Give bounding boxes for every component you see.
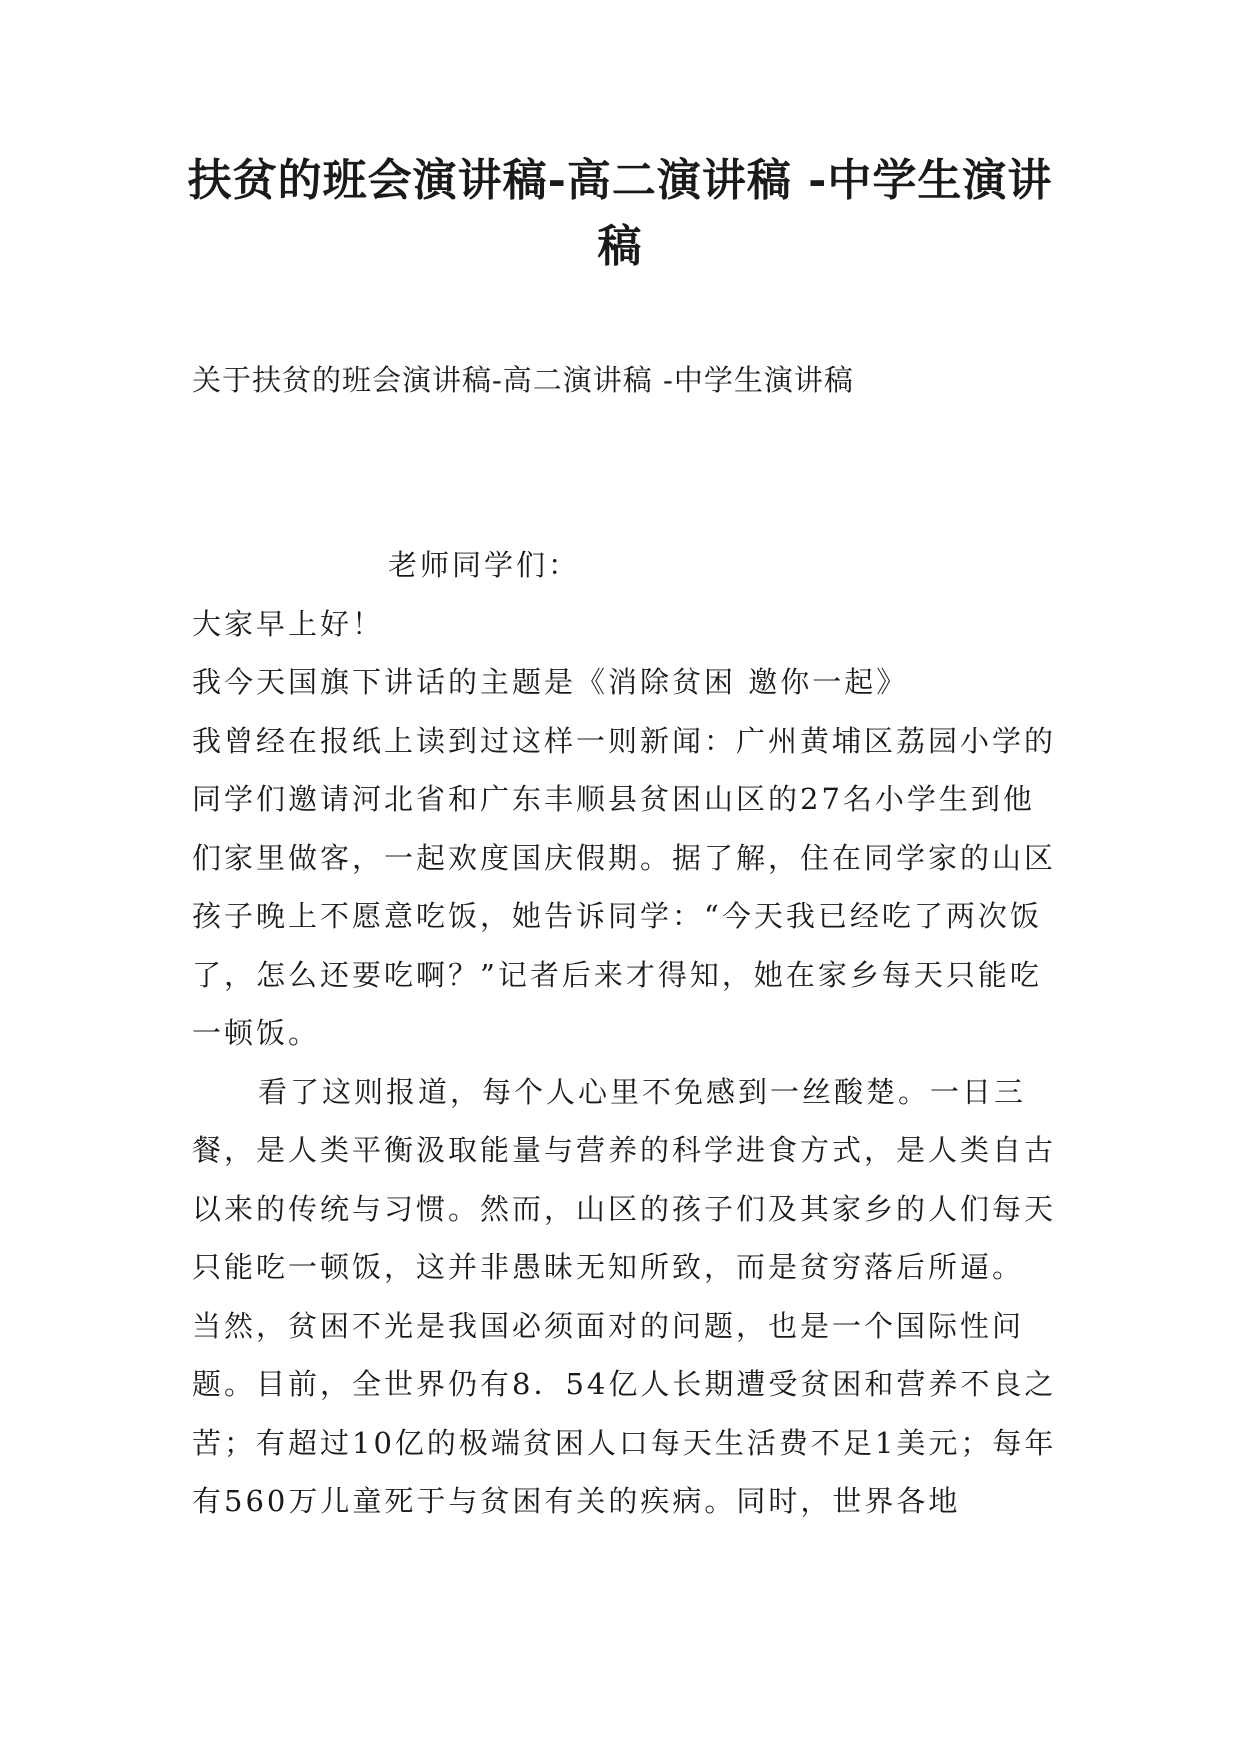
document-subtitle: 关于扶贫的班会演讲稿-高二演讲稿 -中学生演讲稿 (192, 363, 854, 397)
body-paragraph: 我曾经在报纸上读到过这样一则新闻：广州黄埔区荔园小学的同学们邀请河北省和广东丰顺县贫困山区的27名小学生到他们家里做客，一起欢度国庆假期。据了解，住在同学家的山区孩子晚上不愿意吃饭，她告诉同学：“今天我已经吃了两次饭了，怎么还要吃啊？”记者后来才得知，她在家乡每天只能吃一顿饭。 (192, 723, 1057, 1050)
greeting-line: 大家早上好！ (192, 606, 385, 641)
topic-line: 我今天国旗下讲话的主题是《消除贫困 邀你一起》 (192, 665, 909, 699)
body-paragraph: 当然，贫困不光是我国必须面对的问题，也是一个国际性问题。目前，全世界仍有8．54亿人长期遭受贫困和营养不良之苦；有超过10亿的极端贫困人口每天生活费不足1美元；每年有560万儿童死于与贫困有关的疾病。同时，世界各地 (192, 1308, 1057, 1518)
document-title: 扶贫的班会演讲稿-高二演讲稿 -中学生演讲稿 (187, 155, 1053, 272)
body-paragraph: 看了这则报道，每个人心里不免感到一丝酸楚。一日三餐，是人类平衡汲取能量与营养的科学进食方式，是人类自古以来的传统与习惯。然而，山区的孩子们及其家乡的人们每天只能吃一顿饭，这并非愚昧无知所致，而是贫穷落后所逼。 (192, 1074, 1057, 1284)
salutation: 老师同学们： (388, 548, 581, 582)
document-body (192, 536, 1060, 1531)
